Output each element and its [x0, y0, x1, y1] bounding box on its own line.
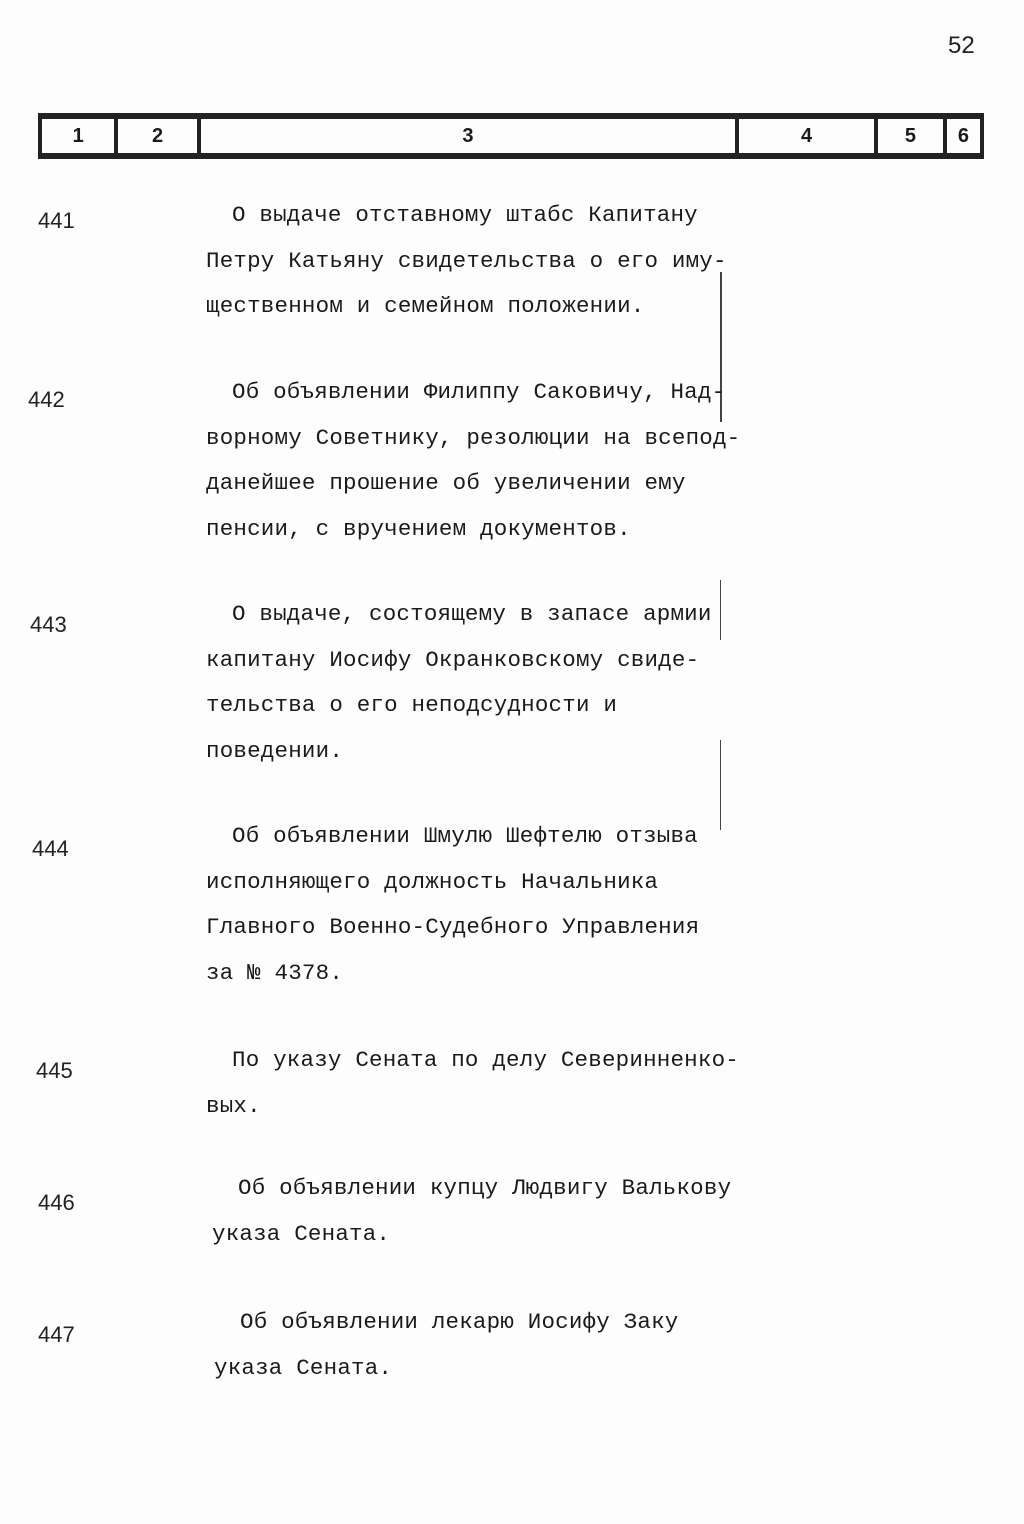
column-header-1: 1	[42, 119, 118, 153]
column-header-5: 5	[878, 119, 947, 153]
entry-line: О выдаче, состоящему в запасе армии	[232, 601, 712, 627]
entry-text	[206, 193, 736, 330]
column-header-3: 3	[201, 119, 739, 153]
entry-text	[214, 1300, 744, 1391]
entry-line: щественном и семейном положении.	[206, 293, 645, 319]
entry-line: указа Сената.	[212, 1220, 391, 1247]
entry-line: По указу Сената по делу Северинненко-	[232, 1047, 739, 1073]
entry-line: пенсии, с вручением документов.	[206, 515, 631, 542]
entry-line: исполняющего должность Начальника	[206, 868, 659, 895]
entry-number: 441	[38, 208, 75, 233]
entry-number: 442	[28, 387, 65, 412]
entry-line: указа Сената.	[214, 1354, 393, 1381]
entry-number: 446	[38, 1190, 75, 1215]
entry-number: 444	[32, 836, 69, 861]
entry-line: тельства о его неподсудности и	[206, 692, 618, 718]
entry-text	[206, 592, 736, 774]
entry-number: 443	[30, 612, 67, 637]
entry-line: поведении.	[206, 737, 344, 764]
entry-line: вых.	[206, 1092, 261, 1119]
entry-line: Об объявлении Шмулю Шефтелю отзыва	[232, 823, 698, 849]
entry-text	[206, 370, 741, 552]
column-header-table	[38, 113, 984, 159]
entry-line: Петру Катьяну свидетельства о его иму-	[206, 247, 727, 274]
entry-line: Об объявлении лекарю Иосифу Заку	[240, 1309, 679, 1335]
entry-line: Об объявлении купцу Людвигу Валькову	[238, 1175, 732, 1201]
entry-line: ворному Советнику, резолюции на всепод-	[206, 424, 741, 451]
entry-text	[206, 814, 736, 996]
column-header-6: 6	[957, 124, 969, 147]
entry-text	[206, 1038, 739, 1129]
entry-line: данейшее прошение об увеличении ему	[206, 470, 686, 496]
entry-line: Главного Военно-Судебного Управления	[206, 914, 700, 940]
entry-line: за № 4378.	[206, 959, 344, 986]
entry-number: 445	[36, 1058, 73, 1083]
entry-line: О выдаче отставному штабс Капитану	[232, 202, 698, 228]
entry-text	[212, 1166, 742, 1257]
entry-line: капитану Иосифу Окранковскому свиде-	[206, 646, 700, 673]
entry-line: Об объявлении Филиппу Саковичу, Над-	[232, 379, 726, 405]
page-number: 52	[948, 32, 975, 59]
entry-number: 447	[38, 1322, 75, 1347]
column-header-4: 4	[739, 119, 878, 153]
column-header-2: 2	[118, 119, 200, 153]
